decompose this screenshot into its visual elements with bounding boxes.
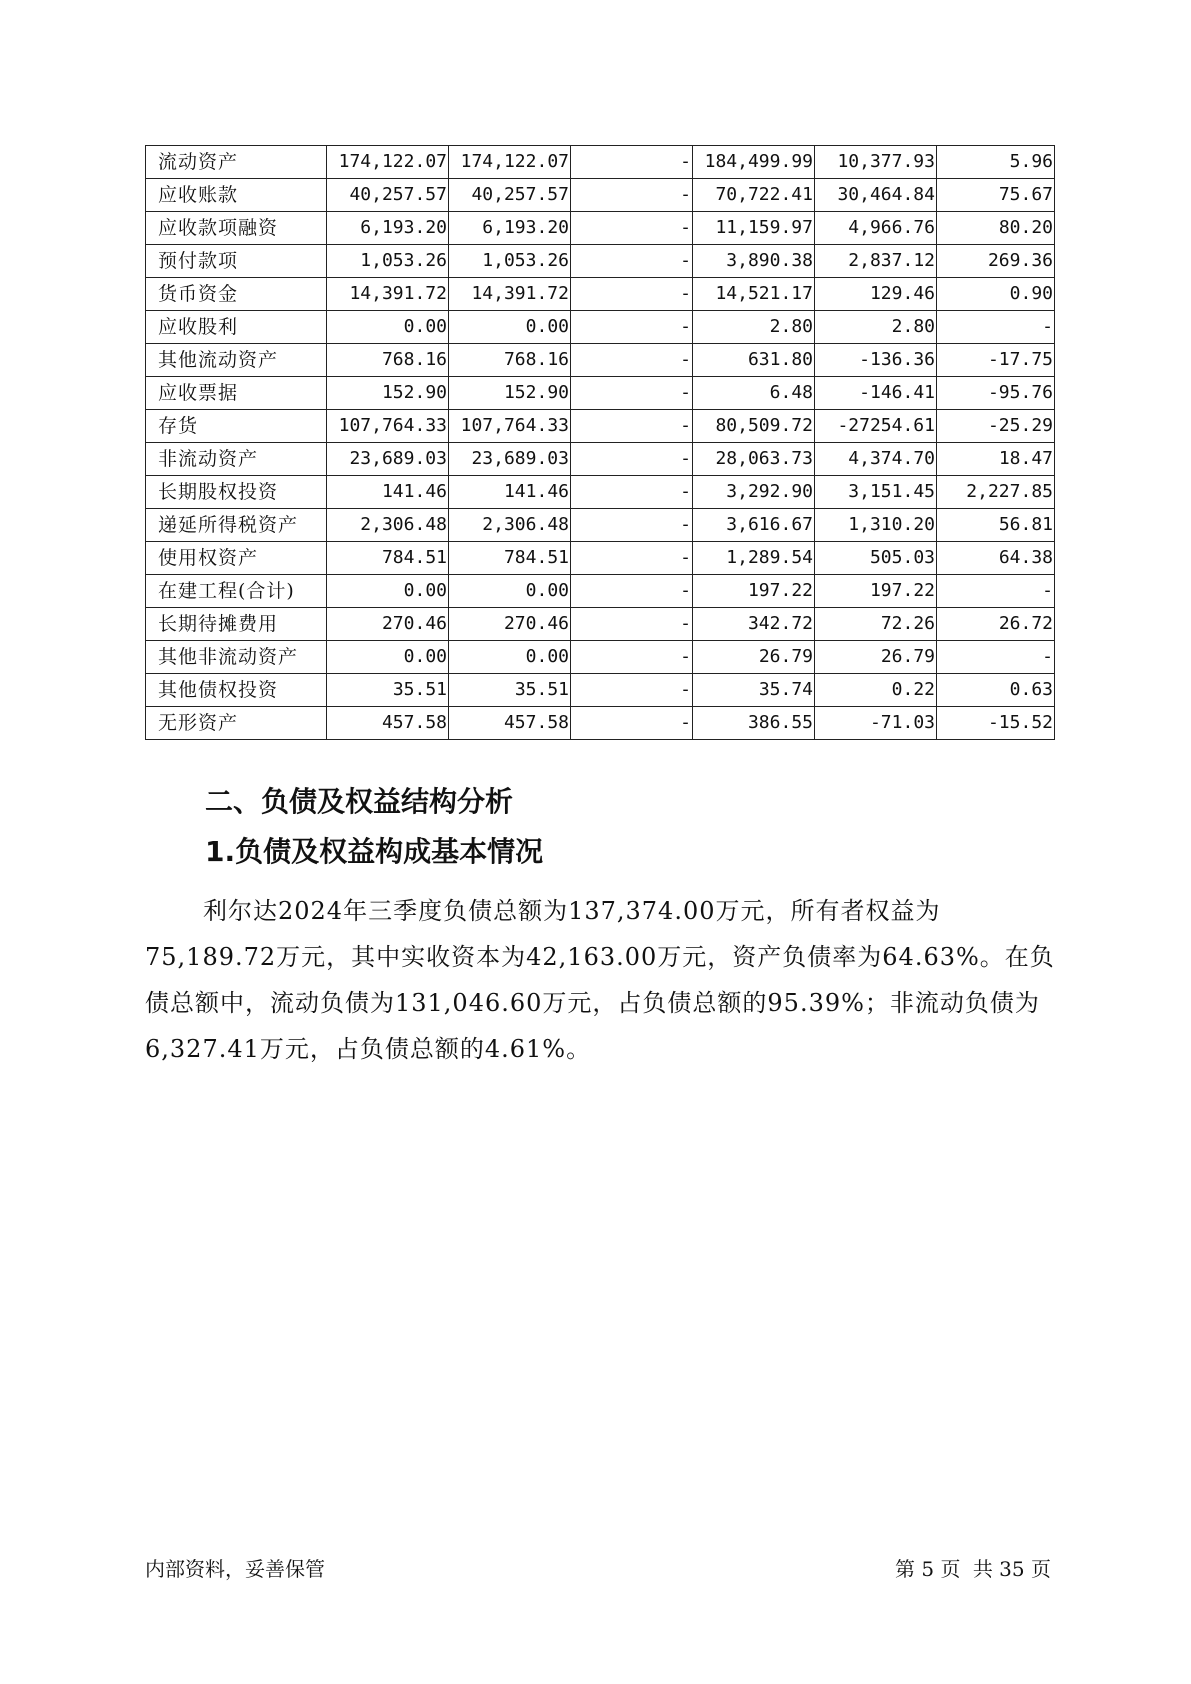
value-cell: 270.46	[327, 608, 449, 641]
row-label-cell: 预付款项	[146, 245, 327, 278]
value-cell: -15.52	[937, 707, 1055, 740]
value-cell: 1,053.26	[449, 245, 571, 278]
table-row	[146, 146, 1055, 179]
row-label-cell: 递延所得税资产	[146, 509, 327, 542]
table-row	[146, 575, 1055, 608]
value-cell: 107,764.33	[449, 410, 571, 443]
value-cell: 28,063.73	[693, 443, 815, 476]
value-cell: 0.90	[937, 278, 1055, 311]
value-cell: 11,159.97	[693, 212, 815, 245]
section-heading: 二、负债及权益结构分析	[205, 785, 514, 818]
table-row	[146, 608, 1055, 641]
value-cell: -	[571, 575, 693, 608]
value-cell: 768.16	[449, 344, 571, 377]
value-cell: 342.72	[693, 608, 815, 641]
value-cell: -	[571, 179, 693, 212]
row-label-cell: 应收款项融资	[146, 212, 327, 245]
table-row	[146, 212, 1055, 245]
value-cell: -	[571, 641, 693, 674]
value-cell: -	[571, 245, 693, 278]
value-cell: 70,722.41	[693, 179, 815, 212]
value-cell: -	[571, 476, 693, 509]
value-cell: 0.00	[449, 575, 571, 608]
value-cell: 6,193.20	[449, 212, 571, 245]
table-row	[146, 641, 1055, 674]
value-cell: -	[571, 707, 693, 740]
asset-table-body	[146, 146, 1055, 740]
value-cell: 141.46	[327, 476, 449, 509]
row-label-cell: 流动资产	[146, 146, 327, 179]
value-cell: 80,509.72	[693, 410, 815, 443]
value-cell: 2,306.48	[327, 509, 449, 542]
value-cell: 457.58	[449, 707, 571, 740]
value-cell: 6.48	[693, 377, 815, 410]
row-label-cell: 其他非流动资产	[146, 641, 327, 674]
value-cell: -	[937, 575, 1055, 608]
value-cell: 56.81	[937, 509, 1055, 542]
value-cell: -	[937, 311, 1055, 344]
value-cell: 14,521.17	[693, 278, 815, 311]
value-cell: 2,306.48	[449, 509, 571, 542]
value-cell: 3,292.90	[693, 476, 815, 509]
value-cell: -95.76	[937, 377, 1055, 410]
table-row	[146, 311, 1055, 344]
value-cell: 129.46	[815, 278, 937, 311]
footer-page-number	[889, 1553, 1051, 1582]
value-cell: 0.22	[815, 674, 937, 707]
table-row	[146, 245, 1055, 278]
table-row	[146, 278, 1055, 311]
value-cell: 174,122.07	[327, 146, 449, 179]
table-row	[146, 443, 1055, 476]
value-cell: 174,122.07	[449, 146, 571, 179]
value-cell: 64.38	[937, 542, 1055, 575]
footer-confidential-note: 内部资料，妥善保管	[145, 1557, 325, 1581]
value-cell: -71.03	[815, 707, 937, 740]
value-cell: 784.51	[327, 542, 449, 575]
row-label-cell: 非流动资产	[146, 443, 327, 476]
value-cell: 631.80	[693, 344, 815, 377]
value-cell: 5.96	[937, 146, 1055, 179]
value-cell: 2,837.12	[815, 245, 937, 278]
row-label-cell: 应收账款	[146, 179, 327, 212]
value-cell: -	[937, 641, 1055, 674]
value-cell: 3,890.38	[693, 245, 815, 278]
value-cell: 26.79	[693, 641, 815, 674]
value-cell: 23,689.03	[449, 443, 571, 476]
value-cell: -	[571, 608, 693, 641]
value-cell: 0.63	[937, 674, 1055, 707]
table-row	[146, 707, 1055, 740]
row-label-cell: 长期待摊费用	[146, 608, 327, 641]
value-cell: -	[571, 674, 693, 707]
value-cell: -	[571, 377, 693, 410]
value-cell: 30,464.84	[815, 179, 937, 212]
value-cell: 14,391.72	[449, 278, 571, 311]
value-cell: 0.00	[449, 641, 571, 674]
value-cell: 6,193.20	[327, 212, 449, 245]
value-cell: 80.20	[937, 212, 1055, 245]
row-label-cell: 应收票据	[146, 377, 327, 410]
value-cell: -	[571, 410, 693, 443]
value-cell: 26.79	[815, 641, 937, 674]
row-label-cell: 其他流动资产	[146, 344, 327, 377]
value-cell: 197.22	[815, 575, 937, 608]
value-cell: 0.00	[327, 311, 449, 344]
row-label-cell: 在建工程(合计)	[146, 575, 327, 608]
value-cell: 270.46	[449, 608, 571, 641]
value-cell: -	[571, 146, 693, 179]
value-cell: -	[571, 509, 693, 542]
value-cell: 2,227.85	[937, 476, 1055, 509]
row-label-cell: 无形资产	[146, 707, 327, 740]
table-row	[146, 509, 1055, 542]
row-label-cell: 货币资金	[146, 278, 327, 311]
value-cell: -136.36	[815, 344, 937, 377]
row-label-cell: 其他债权投资	[146, 674, 327, 707]
value-cell: 35.74	[693, 674, 815, 707]
value-cell: 505.03	[815, 542, 937, 575]
value-cell: 141.46	[449, 476, 571, 509]
value-cell: 35.51	[449, 674, 571, 707]
table-row	[146, 542, 1055, 575]
value-cell: -	[571, 344, 693, 377]
value-cell: 152.90	[449, 377, 571, 410]
value-cell: 184,499.99	[693, 146, 815, 179]
value-cell: 18.47	[937, 443, 1055, 476]
value-cell: 1,310.20	[815, 509, 937, 542]
footer-total-label: 共 35 页	[972, 1557, 1051, 1581]
value-cell: 457.58	[327, 707, 449, 740]
row-label-cell: 长期股权投资	[146, 476, 327, 509]
value-cell: 75.67	[937, 179, 1055, 212]
value-cell: 152.90	[327, 377, 449, 410]
value-cell: 10,377.93	[815, 146, 937, 179]
value-cell: -	[571, 212, 693, 245]
row-label-cell: 应收股利	[146, 311, 327, 344]
value-cell: -	[571, 278, 693, 311]
value-cell: 3,151.45	[815, 476, 937, 509]
body-paragraph: 利尔达2024年三季度负债总额为137,374.00万元，所有者权益为75,189.72万元，其中实收资本为42,163.00万元，资产负债率为64.63%。在负债总额中，流动负债为131,046.60万元，占负债总额的95.39%；非流动负债为6,327.41万元，占负债总额的4.61%。	[145, 897, 1055, 1063]
value-cell: -25.29	[937, 410, 1055, 443]
value-cell: -	[571, 311, 693, 344]
footer-page-label: 第 5 页	[895, 1557, 961, 1581]
value-cell: -	[571, 542, 693, 575]
value-cell: 2.80	[693, 311, 815, 344]
row-label-cell: 存货	[146, 410, 327, 443]
value-cell: 0.00	[449, 311, 571, 344]
value-cell: 768.16	[327, 344, 449, 377]
value-cell: -	[571, 443, 693, 476]
table-row	[146, 179, 1055, 212]
value-cell: 0.00	[327, 641, 449, 674]
value-cell: 4,966.76	[815, 212, 937, 245]
value-cell: 269.36	[937, 245, 1055, 278]
table-row	[146, 344, 1055, 377]
value-cell: 784.51	[449, 542, 571, 575]
value-cell: 14,391.72	[327, 278, 449, 311]
value-cell: 107,764.33	[327, 410, 449, 443]
value-cell: 1,289.54	[693, 542, 815, 575]
value-cell: 386.55	[693, 707, 815, 740]
section-subheading: 1.负债及权益构成基本情况	[205, 835, 544, 868]
value-cell: 1,053.26	[327, 245, 449, 278]
value-cell: 2.80	[815, 311, 937, 344]
value-cell: -146.41	[815, 377, 937, 410]
asset-table	[145, 145, 1055, 740]
value-cell: 40,257.57	[449, 179, 571, 212]
value-cell: 0.00	[327, 575, 449, 608]
value-cell: 72.26	[815, 608, 937, 641]
value-cell: 23,689.03	[327, 443, 449, 476]
value-cell: 40,257.57	[327, 179, 449, 212]
row-label-cell: 使用权资产	[146, 542, 327, 575]
value-cell: 3,616.67	[693, 509, 815, 542]
table-row	[146, 476, 1055, 509]
value-cell: -27254.61	[815, 410, 937, 443]
table-row	[146, 377, 1055, 410]
value-cell: 197.22	[693, 575, 815, 608]
value-cell: -17.75	[937, 344, 1055, 377]
value-cell: 35.51	[327, 674, 449, 707]
table-row	[146, 410, 1055, 443]
value-cell: 26.72	[937, 608, 1055, 641]
table-row	[146, 674, 1055, 707]
value-cell: 4,374.70	[815, 443, 937, 476]
